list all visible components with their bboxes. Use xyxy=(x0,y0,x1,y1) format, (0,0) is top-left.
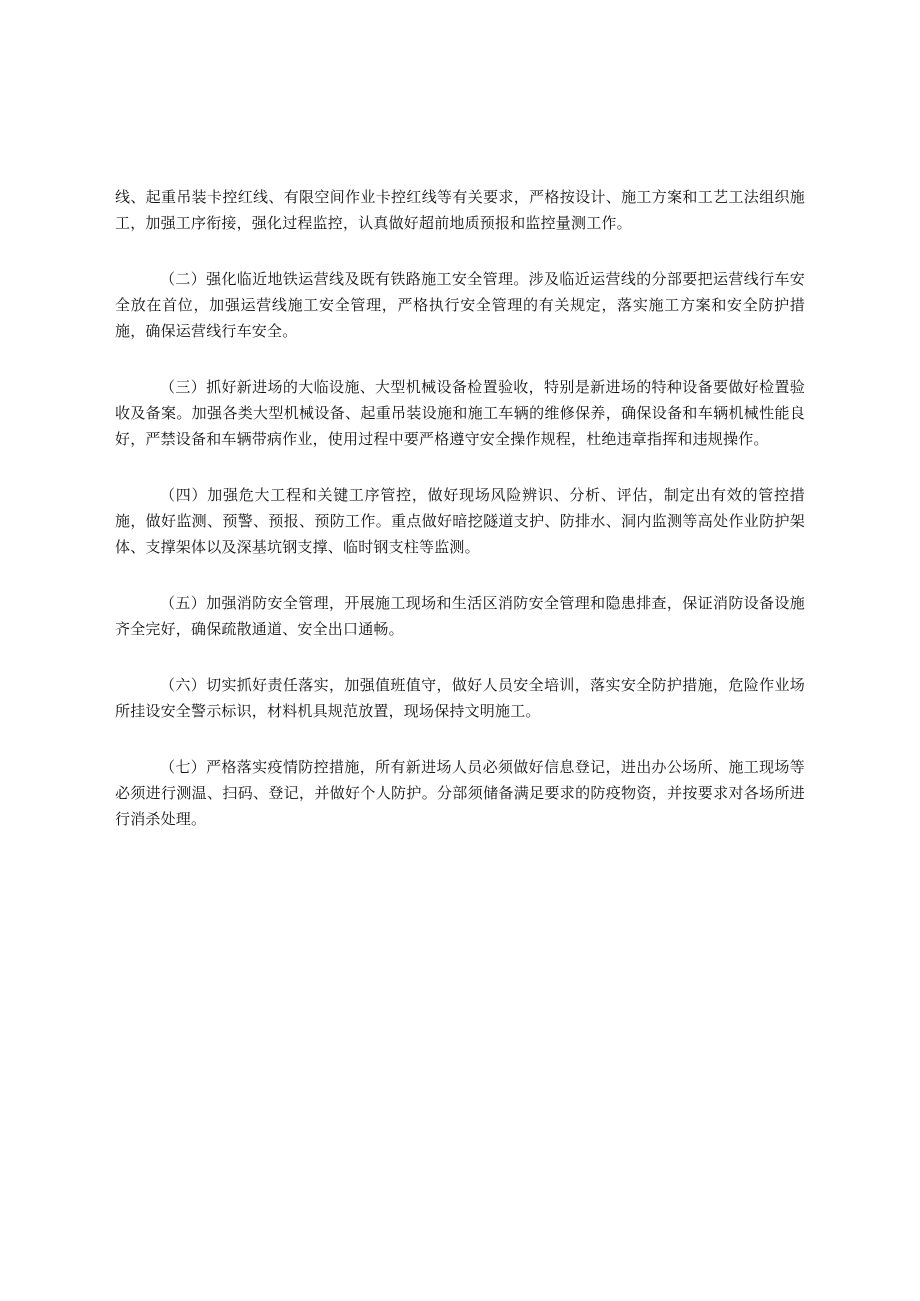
paragraph-3-equipment-inspection: （三）抓好新进场的大临设施、大型机械设备检置验收，特别是新进场的特种设备要做好检置验收及备案。加强各类大型机械设备、起重吊装设施和施工车辆的维修保养，确保设备和车辆机械性能良好，严禁设备和车辆带病作业，使用过程中要严格遵守安全操作规程，杜绝违章指挥和违规操作。 xyxy=(115,378,805,448)
document-body xyxy=(115,184,805,832)
paragraph-4-hazard-control: （四）加强危大工程和关键工序管控，做好现场风险辨识、分析、评估，制定出有效的管控措施，做好监测、预警、预报、预防工作。重点做好暗挖隧道支护、防排水、洞内监测等高处作业防护架体、支撑架体以及深基坑钢支撑、临时钢支柱等监测。 xyxy=(115,486,805,556)
paragraph-continuation: 线、起重吊装卡控红线、有限空间作业卡控红线等有关要求，严格按设计、施工方案和工艺工法组织施工，加强工序衔接，强化过程监控，认真做好超前地质预报和监控量测工作。 xyxy=(115,188,805,232)
paragraph-6-responsibility: （六）切实抓好责任落实，加强值班值守，做好人员安全培训，落实安全防护措施，危险作业场所挂设安全警示标识，材料机具规范放置，现场保持文明施工。 xyxy=(115,676,805,720)
paragraph-5-fire-safety: （五）加强消防安全管理，开展施工现场和生活区消防安全管理和隐患排查，保证消防设备设施齐全完好，确保疏散通道、安全出口通畅。 xyxy=(115,594,805,638)
paragraph-2-railway-safety: （二）强化临近地铁运营线及既有铁路施工安全管理。涉及临近运营线的分部要把运营线行车安全放在首位，加强运营线施工安全管理，严格执行安全管理的有关规定，落实施工方案和安全防护措施，确保运营线行车安全。 xyxy=(115,270,805,340)
paragraph-7-epidemic-control: （七）严格落实疫情防控措施，所有新进场人员必须做好信息登记，进出办公场所、施工现场等必须进行测温、扫码、登记，并做好个人防护。分部须储备满足要求的防疫物资，并按要求对各场所进行消杀处理。 xyxy=(115,758,805,828)
